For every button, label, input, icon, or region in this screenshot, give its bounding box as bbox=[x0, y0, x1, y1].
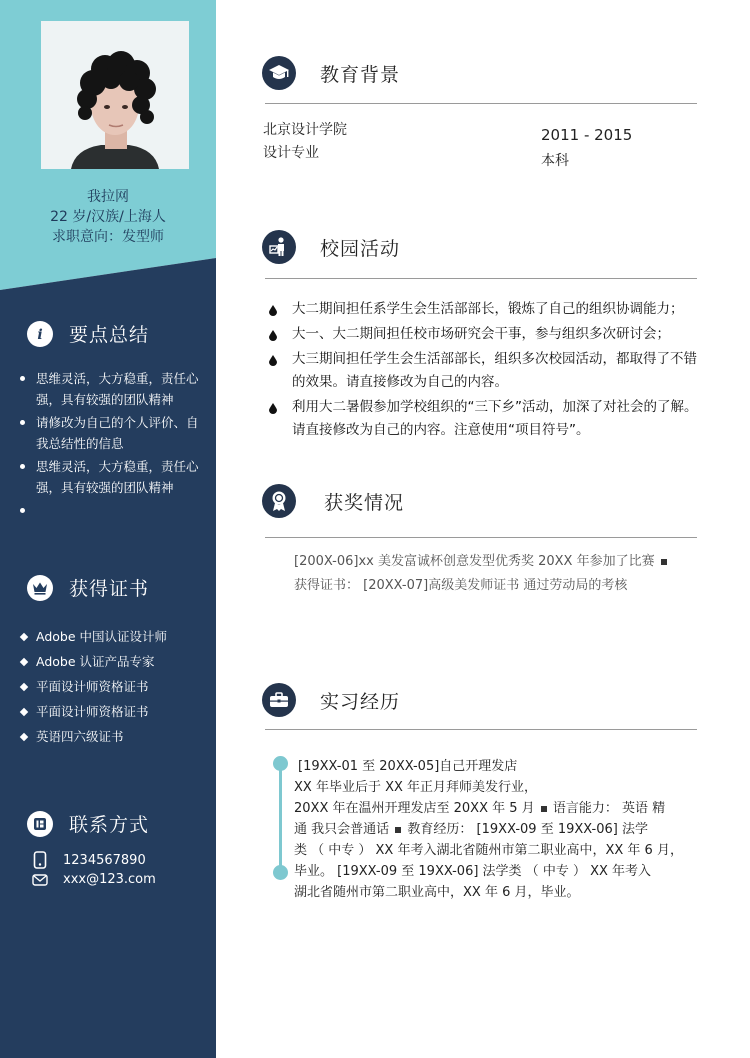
profile-name: 我拉网 bbox=[87, 189, 129, 205]
crown-icon bbox=[27, 575, 53, 601]
activity-text: 大三期间担任学生会生活部部长，组织多次校园活动，都取得了不错的效果。请直接修改为自己的内容。 bbox=[292, 351, 697, 390]
awards-divider bbox=[265, 537, 697, 538]
school-name: 北京设计学院 bbox=[263, 122, 347, 138]
summary-item: 思维灵活，大方稳重，责任心强，具有较强的团队精神 bbox=[18, 368, 202, 410]
activity-item bbox=[268, 396, 698, 442]
timeline-dot bbox=[273, 756, 288, 771]
activities-heading bbox=[262, 230, 400, 264]
internship-text: 教育经历： [19XX-09 至 19XX-06] 法学 bbox=[407, 822, 648, 837]
certificate-item: 平面设计师资格证书 bbox=[18, 701, 202, 722]
info-icon bbox=[27, 321, 53, 347]
internship-text: 20XX 年在温州开理发店至 20XX 年 5 月 bbox=[294, 801, 535, 816]
timeline-line bbox=[279, 762, 282, 872]
graduation-cap-icon bbox=[262, 56, 296, 90]
bullet-drop-icon bbox=[269, 330, 277, 341]
briefcase-icon bbox=[262, 683, 296, 717]
profile-about: 22 岁/汉族/上海人 bbox=[50, 209, 166, 225]
awards-title: 获奖情况 bbox=[324, 491, 405, 514]
internship-line: 类 （ 中专 ） XX 年考入湖北省随州市第二职业高中，XX 年 6 月， bbox=[294, 843, 683, 858]
presenter-icon bbox=[262, 230, 296, 264]
internship-line: 湖北省随州市第二职业高中，XX 年 6 月，毕业。 bbox=[294, 885, 580, 900]
bullet-drop-icon bbox=[269, 355, 277, 366]
activities-divider bbox=[265, 278, 697, 279]
profile-objective: 求职意向：发型师 bbox=[52, 229, 164, 245]
activity-item bbox=[268, 348, 698, 394]
summary-item: 思维灵活，大方稳重，责任心强，具有较强的团队精神 bbox=[18, 456, 202, 498]
internship-heading bbox=[262, 683, 400, 717]
medal-icon bbox=[262, 484, 296, 518]
education-years: 2011 - 2015 bbox=[541, 126, 633, 144]
internship-line: XX 年毕业后于 XX 年正月拜师美发行业， bbox=[294, 780, 538, 795]
contact-heading bbox=[27, 810, 149, 837]
certificates-heading bbox=[27, 574, 149, 601]
square-bullet-icon bbox=[661, 559, 667, 565]
phone-icon bbox=[31, 851, 49, 869]
internship-content bbox=[294, 756, 690, 903]
profile-photo bbox=[41, 21, 189, 169]
certificate-item: 平面设计师资格证书 bbox=[18, 676, 202, 697]
certificate-item: Adobe 中国认证设计师 bbox=[18, 626, 202, 647]
awards-line: 获得证书： [20XX-07]高级美发师证书 通过劳动局的考核 bbox=[294, 578, 628, 593]
certificate-item: 英语四六级证书 bbox=[18, 726, 202, 747]
internship-divider bbox=[265, 729, 697, 730]
timeline-dot bbox=[273, 865, 288, 880]
summary-item: 请修改为自己的个人评价、自我总结性的信息 bbox=[18, 412, 202, 454]
activity-text: 大一、大二期间担任校市场研究会干事，参与组织多次研讨会； bbox=[292, 326, 670, 342]
contact-email bbox=[31, 872, 156, 887]
summary-item bbox=[18, 500, 202, 521]
internship-text: 语言能力： 英语 精 bbox=[552, 801, 666, 816]
mail-icon bbox=[31, 874, 49, 886]
activities-title: 校园活动 bbox=[320, 237, 401, 260]
internship-line: [19XX-01 至 20XX-05]自己开理发店 bbox=[298, 759, 518, 774]
awards-content bbox=[294, 550, 694, 598]
internship-text: 通 我只会普通话 bbox=[294, 822, 390, 837]
square-bullet-icon bbox=[395, 827, 401, 833]
activity-item bbox=[268, 323, 698, 346]
awards-text: [200X-06]xx 美发富诚杯创意发型优秀奖 20XX 年参加了比赛 bbox=[294, 554, 655, 569]
certificates-title: 获得证书 bbox=[69, 578, 150, 600]
square-bullet-icon bbox=[541, 806, 547, 812]
awards-heading bbox=[262, 484, 404, 518]
bullet-drop-icon bbox=[269, 305, 277, 316]
internship-title: 实习经历 bbox=[320, 690, 401, 713]
summary-list bbox=[18, 368, 202, 523]
internship-line bbox=[294, 798, 690, 819]
summary-title: 要点总结 bbox=[69, 324, 150, 346]
activity-text: 利用大二暑假参加学校组织的“三下乡”活动，加深了对社会的了解。请直接修改为自己的内容。注意使用“项目符号”。 bbox=[292, 399, 698, 438]
internship-line bbox=[294, 819, 690, 840]
certificate-item: Adobe 认证产品专家 bbox=[18, 651, 202, 672]
email-value: xxx@123.com bbox=[63, 872, 156, 887]
education-title: 教育背景 bbox=[320, 63, 401, 86]
contact-phone bbox=[31, 851, 146, 869]
contact-title: 联系方式 bbox=[69, 814, 150, 836]
education-heading bbox=[262, 56, 400, 90]
summary-heading bbox=[27, 320, 149, 347]
internship-line: 毕业。 [19XX-09 至 19XX-06] 法学类 （ 中专 ） XX 年考入 bbox=[294, 864, 652, 879]
bullet-drop-icon bbox=[269, 403, 277, 414]
svg-text:i: i bbox=[37, 326, 43, 342]
activities-list bbox=[268, 298, 698, 444]
degree: 本科 bbox=[541, 153, 569, 169]
major: 设计专业 bbox=[263, 145, 319, 161]
activity-item bbox=[268, 298, 698, 321]
phone-value: 1234567890 bbox=[63, 852, 146, 868]
sidebar bbox=[0, 0, 216, 1058]
awards-line bbox=[294, 550, 694, 574]
certificates-list bbox=[18, 626, 202, 751]
activity-text: 大二期间担任系学生会生活部部长，锻炼了自己的组织协调能力； bbox=[292, 301, 684, 317]
contact-card-icon bbox=[27, 811, 53, 837]
education-divider bbox=[265, 103, 697, 104]
